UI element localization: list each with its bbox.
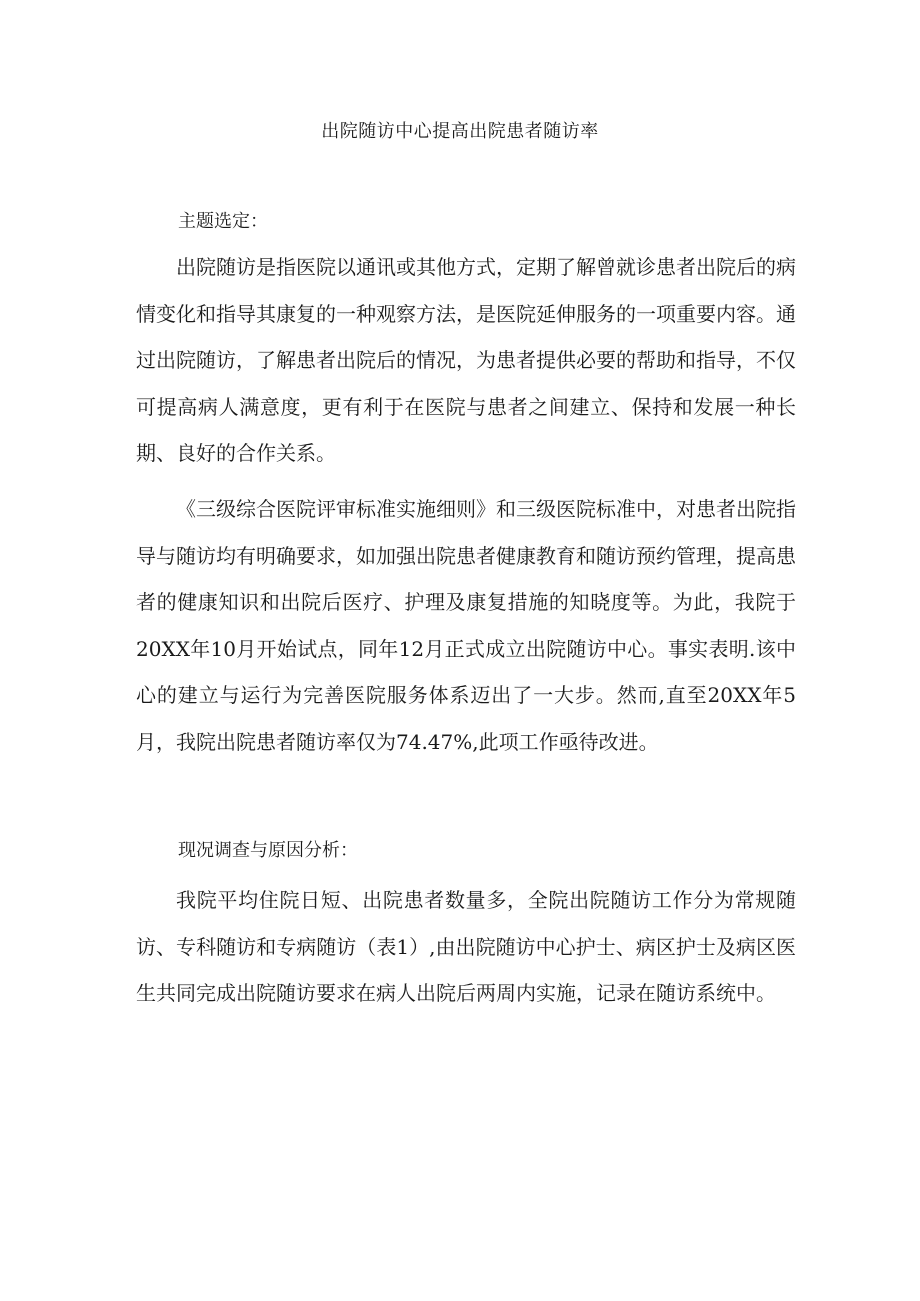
paragraph-current-status: 我院平均住院日短、出院患者数量多，全院出院随访工作分为常规随访、专科随访和专病随访（表1）,由出院随访中心护士、病区护士及病区医生共同完成出院随访要求在病人出院后两周内实施，记录在随访系统中。 bbox=[136, 888, 796, 1006]
document-title: 出院随访中心提高出院患者随访率 bbox=[321, 121, 599, 142]
section-heading-topic-selection: 主题选定： bbox=[178, 211, 268, 232]
paragraph-standards-background: 《三级综合医院评审标准实施细则》和三级医院标准中，对患者出院指导与随访均有明确要求，如加强出院患者健康教育和随访预约管理，提高患者的健康知识和出院后医疗、护理及康复措施的知晓度等。为此，我院于20XX年10月开始试点，同年12月正式成立出院随访中心。事实表明.该中心的建立与运行为完善医院服务体系迈出了一大步。然而,直至20XX年5月，我院出院患者随访率仅为74.47%,此项工作亟待改进。 bbox=[136, 497, 796, 754]
paragraph-followup-definition: 出院随访是指医院以通讯或其他方式，定期了解曾就诊患者出院后的病情变化和指导其康复的一种观察方法，是医院延伸服务的一项重要内容。通过出院随访，了解患者出院后的情况，为患者提供必要的帮助和指导，不仅可提高病人满意度，更有利于在医院与患者之间建立、保持和发展一种长期、良好的合作关系。 bbox=[136, 255, 796, 466]
section-heading-status-analysis: 现况调查与原因分析： bbox=[178, 840, 358, 861]
